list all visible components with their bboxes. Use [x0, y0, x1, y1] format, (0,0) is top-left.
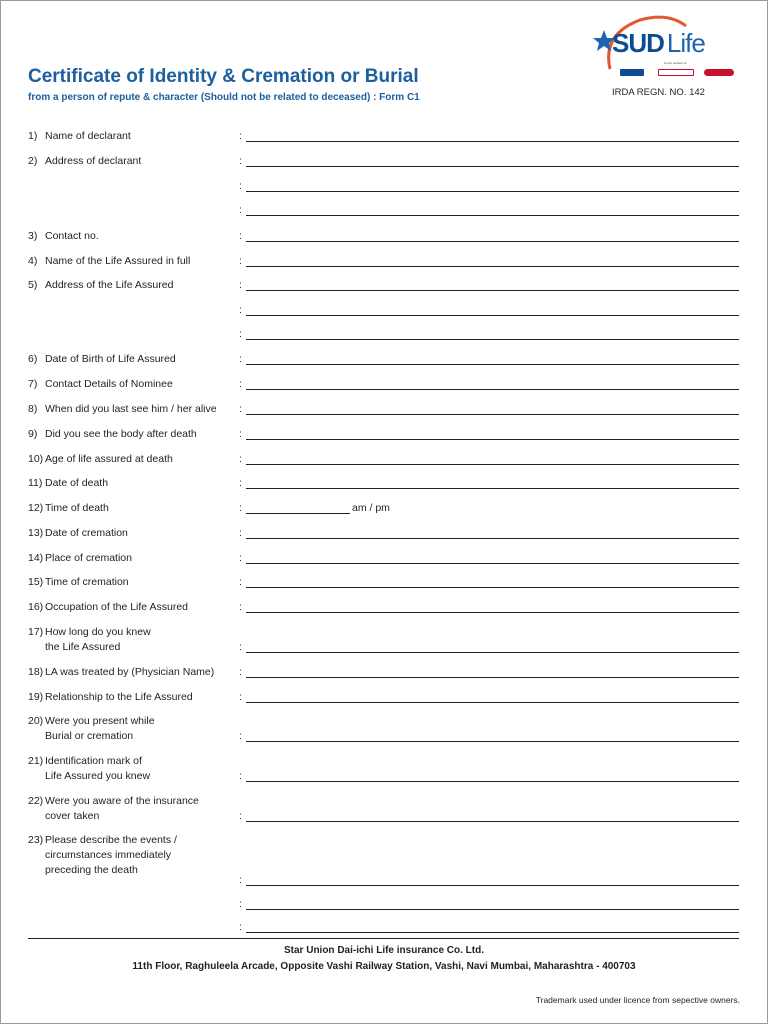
- field-label-text: Time of cremation: [45, 576, 129, 588]
- field-label: [28, 254, 190, 269]
- field-number: 22): [28, 795, 44, 807]
- field-colon: :: [239, 180, 242, 192]
- field-label: [28, 833, 177, 878]
- field-number: 6): [28, 353, 38, 365]
- fill-in-line[interactable]: [246, 741, 739, 742]
- field-colon: :: [239, 477, 242, 489]
- field-colon: :: [239, 328, 242, 340]
- sud-life-logo: [588, 14, 748, 84]
- field-label: [28, 665, 214, 680]
- field-colon: :: [239, 304, 242, 316]
- fill-in-line[interactable]: [246, 677, 739, 678]
- field-label-continuation: the Life Assured: [45, 641, 121, 653]
- field-label-continuation: circumstances immediately: [45, 849, 172, 861]
- field-label: [28, 452, 173, 467]
- fill-in-line[interactable]: [246, 464, 739, 465]
- field-number: 9): [28, 428, 38, 440]
- field-colon: :: [239, 666, 242, 678]
- field-colon: :: [239, 353, 242, 365]
- field-colon: :: [239, 601, 242, 613]
- field-colon: :: [239, 502, 242, 514]
- fill-in-line[interactable]: [246, 389, 739, 390]
- field-label: [28, 794, 199, 824]
- fill-in-line[interactable]: [246, 266, 739, 267]
- trademark-notice: Trademark used under licence from sepective owners.: [535, 995, 740, 1005]
- field-colon: :: [239, 453, 242, 465]
- fill-in-line[interactable]: [246, 821, 739, 822]
- field-colon: :: [239, 428, 242, 440]
- field-label: [28, 427, 197, 442]
- fill-in-line[interactable]: [246, 932, 739, 933]
- field-colon: :: [239, 691, 242, 703]
- fill-in-line[interactable]: [246, 781, 739, 782]
- field-label-text: Name of declarant: [45, 130, 131, 142]
- fill-in-line[interactable]: [246, 563, 739, 564]
- fill-in-line[interactable]: [246, 364, 739, 365]
- fill-in-line[interactable]: [246, 513, 350, 514]
- field-label-text: Address of declarant: [45, 155, 142, 167]
- field-label: [28, 714, 155, 744]
- field-label: [28, 278, 173, 293]
- fill-in-line[interactable]: [246, 909, 739, 910]
- field-label-text: Were you present while: [45, 715, 155, 727]
- field-label-text: Relationship to the Life Assured: [45, 691, 193, 703]
- field-colon: :: [239, 874, 242, 886]
- field-number: 17): [28, 626, 44, 638]
- page-title: Certificate of Identity & Cremation or Burial: [28, 66, 419, 87]
- field-label-continuation: cover taken: [45, 810, 100, 822]
- fill-in-line[interactable]: [246, 538, 739, 539]
- field-label: [28, 690, 193, 705]
- fill-in-line[interactable]: [246, 241, 739, 242]
- field-number: 18): [28, 666, 44, 678]
- field-label-continuation: Life Assured you knew: [45, 770, 151, 782]
- logo-wordmark: SUD Life: [612, 28, 705, 58]
- fill-in-line[interactable]: [246, 141, 739, 142]
- field-number: 15): [28, 576, 44, 588]
- field-number: 2): [28, 155, 38, 167]
- field-number: 16): [28, 601, 44, 613]
- field-label: [28, 476, 108, 491]
- fill-in-line[interactable]: [246, 215, 739, 216]
- field-colon: :: [239, 204, 242, 216]
- field-label-text: Were you aware of the insurance: [45, 795, 199, 807]
- field-number: 10): [28, 453, 44, 465]
- field-number: 12): [28, 502, 44, 514]
- time-suffix: am / pm: [352, 502, 390, 514]
- field-colon: :: [239, 898, 242, 910]
- company-name: Star Union Dai-ichi Life insurance Co. Ltd.: [283, 945, 485, 956]
- field-colon: :: [239, 527, 242, 539]
- field-label-continuation: preceding the death: [45, 864, 138, 876]
- field-label: [28, 526, 128, 541]
- field-label-text: Occupation of the Life Assured: [45, 601, 189, 613]
- field-label: [28, 575, 129, 590]
- fill-in-line[interactable]: [246, 414, 739, 415]
- logo-tagline: A joint venture of: [664, 61, 687, 65]
- field-number: 23): [28, 834, 44, 846]
- field-label-text: Date of Birth of Life Assured: [45, 353, 176, 365]
- field-label-text: Please describe the events /: [45, 834, 177, 846]
- page-subtitle: from a person of repute & character (Should not be related to deceased) : Form C1: [28, 92, 420, 103]
- field-colon: :: [239, 770, 242, 782]
- irda-registration: IRDA REGN. NO. 142: [612, 87, 705, 98]
- field-label: [28, 551, 132, 566]
- field-label: [28, 129, 131, 144]
- field-label-text: When did you last see him / her alive: [45, 403, 217, 415]
- fill-in-line[interactable]: [246, 488, 739, 489]
- field-colon: :: [239, 255, 242, 267]
- field-colon: :: [239, 730, 242, 742]
- field-label-text: Date of cremation: [45, 527, 128, 539]
- field-number: 13): [28, 527, 44, 539]
- field-colon: :: [239, 810, 242, 822]
- field-number: 8): [28, 403, 38, 415]
- fill-in-line[interactable]: [246, 166, 739, 167]
- fill-in-line[interactable]: [246, 885, 739, 886]
- fill-in-line[interactable]: [246, 702, 739, 703]
- fill-in-line[interactable]: [246, 339, 739, 340]
- field-colon: :: [239, 576, 242, 588]
- field-label: [28, 154, 141, 169]
- fill-in-line[interactable]: [246, 315, 739, 316]
- field-colon: :: [239, 641, 242, 653]
- field-label-text: Name of the Life Assured in full: [45, 255, 191, 267]
- field-label: [28, 377, 173, 392]
- field-label-text: Date of death: [45, 477, 109, 489]
- field-colon: :: [239, 378, 242, 390]
- field-label-text: Age of life assured at death: [45, 453, 173, 465]
- field-label-text: Did you see the body after death: [45, 428, 197, 440]
- union-bank-logo: [658, 69, 694, 76]
- field-colon: :: [239, 403, 242, 415]
- field-number: 3): [28, 230, 38, 242]
- field-label: [28, 600, 188, 615]
- field-label-text: Address of the Life Assured: [45, 279, 174, 291]
- field-label-text: Place of cremation: [45, 552, 132, 564]
- fill-in-line[interactable]: [246, 587, 739, 588]
- field-number: 7): [28, 378, 38, 390]
- field-label: [28, 625, 151, 655]
- field-label-text: LA was treated by (Physician Name): [45, 666, 215, 678]
- field-colon: :: [239, 130, 242, 142]
- field-label-text: Contact Details of Nominee: [45, 378, 173, 390]
- field-colon: :: [239, 230, 242, 242]
- field-number: 5): [28, 279, 38, 291]
- footer-divider: [28, 938, 739, 939]
- field-number: 19): [28, 691, 44, 703]
- field-label: [28, 352, 176, 367]
- field-colon: :: [239, 552, 242, 564]
- field-label-continuation: Burial or cremation: [45, 730, 134, 742]
- field-label: [28, 754, 150, 784]
- fill-in-line[interactable]: [246, 652, 739, 653]
- field-number: 20): [28, 715, 44, 727]
- field-number: 14): [28, 552, 44, 564]
- fill-in-line[interactable]: [246, 290, 739, 291]
- company-address: 11th Floor, Raghuleela Arcade, Opposite Vashi Railway Station, Vashi, Navi Mumbai, Maharashtra - 400703: [132, 961, 636, 972]
- fill-in-line[interactable]: [246, 612, 739, 613]
- field-colon: :: [239, 921, 242, 933]
- dai-ichi-life-logo: [704, 69, 734, 76]
- field-colon: :: [239, 279, 242, 291]
- field-label-text: Time of death: [45, 502, 109, 514]
- field-number: 4): [28, 255, 38, 267]
- field-colon: :: [239, 155, 242, 167]
- fill-in-line[interactable]: [246, 439, 739, 440]
- bank-of-india-logo: [620, 69, 644, 76]
- field-label: [28, 501, 109, 516]
- fill-in-line[interactable]: [246, 191, 739, 192]
- field-label-text: Contact no.: [45, 230, 99, 242]
- field-number: 1): [28, 130, 38, 142]
- field-label: [28, 402, 217, 417]
- field-label-text: Identification mark of: [45, 755, 142, 767]
- field-label-text: How long do you knew: [45, 626, 151, 638]
- field-label: [28, 229, 99, 244]
- field-number: 21): [28, 755, 44, 767]
- field-number: 11): [28, 477, 43, 489]
